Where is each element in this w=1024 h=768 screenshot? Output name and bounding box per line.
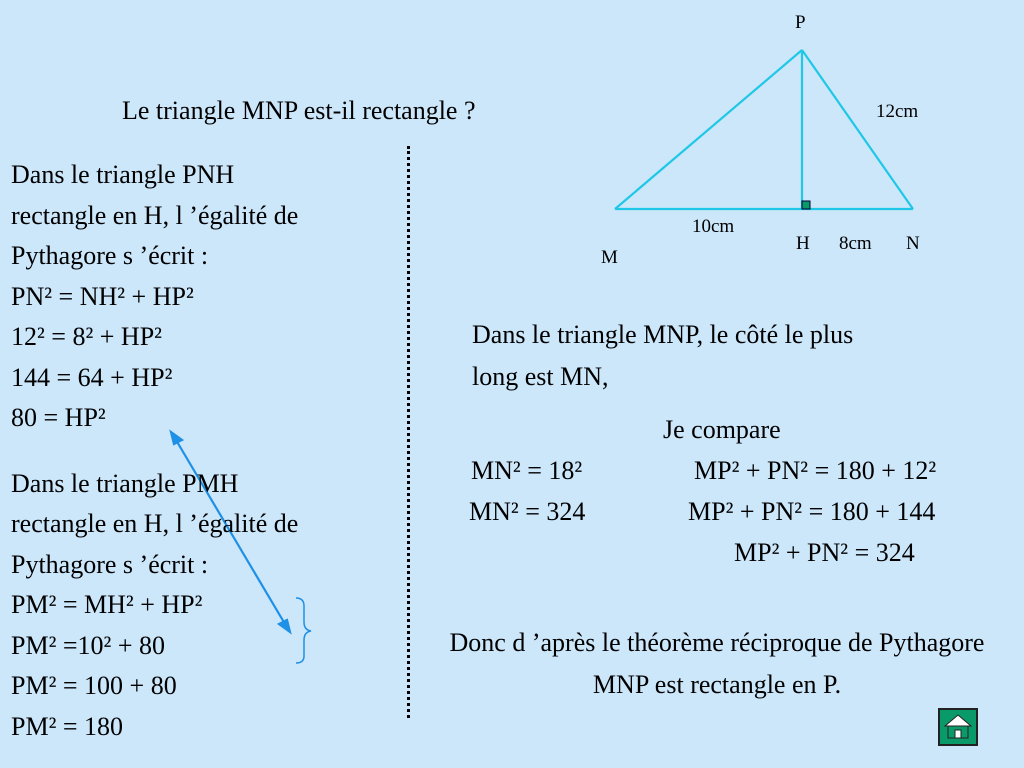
home-button[interactable] <box>938 708 978 746</box>
spacer <box>11 439 298 464</box>
statement-line-2: long est MN, <box>472 362 609 391</box>
conclusion-text: Donc d ’après le théorème réciproque de Pythagore MNP est rectangle en P. <box>449 628 985 699</box>
equation-line: PM² = 180 <box>11 711 124 741</box>
length-label-mh: 10cm <box>692 216 735 237</box>
equation-line: 12² = 8² + HP² <box>11 322 162 351</box>
vertex-label-m: M <box>601 247 618 268</box>
mp-equation-1: MP² + PN² = 180 + 12² <box>694 456 937 485</box>
compare-heading: Je compare <box>663 415 781 444</box>
vertex-label-n: N <box>906 233 920 254</box>
length-label-hn: 8cm <box>839 233 872 254</box>
dotted-divider <box>407 146 410 718</box>
statement-line-1: Dans le triangle MNP, le côté le plus <box>472 320 854 349</box>
mn-equation-2: MN² = 324 <box>469 497 586 526</box>
side-mp <box>615 50 802 209</box>
mp-equation-3: MP² + PN² = 324 <box>734 538 915 567</box>
vertex-label-h: H <box>796 233 810 254</box>
side-pn <box>802 50 913 209</box>
mn-equation-1: MN² = 18² <box>471 456 583 485</box>
left-reasoning <box>11 155 298 747</box>
equation-line: 80 = HP² <box>11 403 106 432</box>
page-title: Le triangle MNP est-il rectangle ? <box>122 96 476 125</box>
text-line: rectangle en H, l ’égalité de <box>11 509 299 538</box>
equation-line: PM² = MH² + HP² <box>11 590 203 619</box>
equation-line: 144 = 64 + HP² <box>11 362 173 392</box>
text-line: rectangle en H, l ’égalité de <box>11 200 299 230</box>
right-angle-marker <box>802 201 810 209</box>
home-icon <box>940 710 976 744</box>
text-line: Pythagore s ’écrit : <box>11 549 209 579</box>
text-line: Pythagore s ’écrit : <box>11 241 209 270</box>
equation-line: PM² = 100 + 80 <box>11 671 177 700</box>
triangle-mnp <box>615 50 913 209</box>
equation-line: PM² =10² + 80 <box>11 630 165 660</box>
length-label-pn: 12cm <box>876 101 919 122</box>
text-line: Dans le triangle PMH <box>11 468 239 498</box>
text-line: Dans le triangle PNH <box>11 160 235 189</box>
mp-equation-2: MP² + PN² = 180 + 144 <box>688 497 936 526</box>
equation-line: PN² = NH² + HP² <box>11 281 194 311</box>
vertex-label-p: P <box>795 12 806 33</box>
